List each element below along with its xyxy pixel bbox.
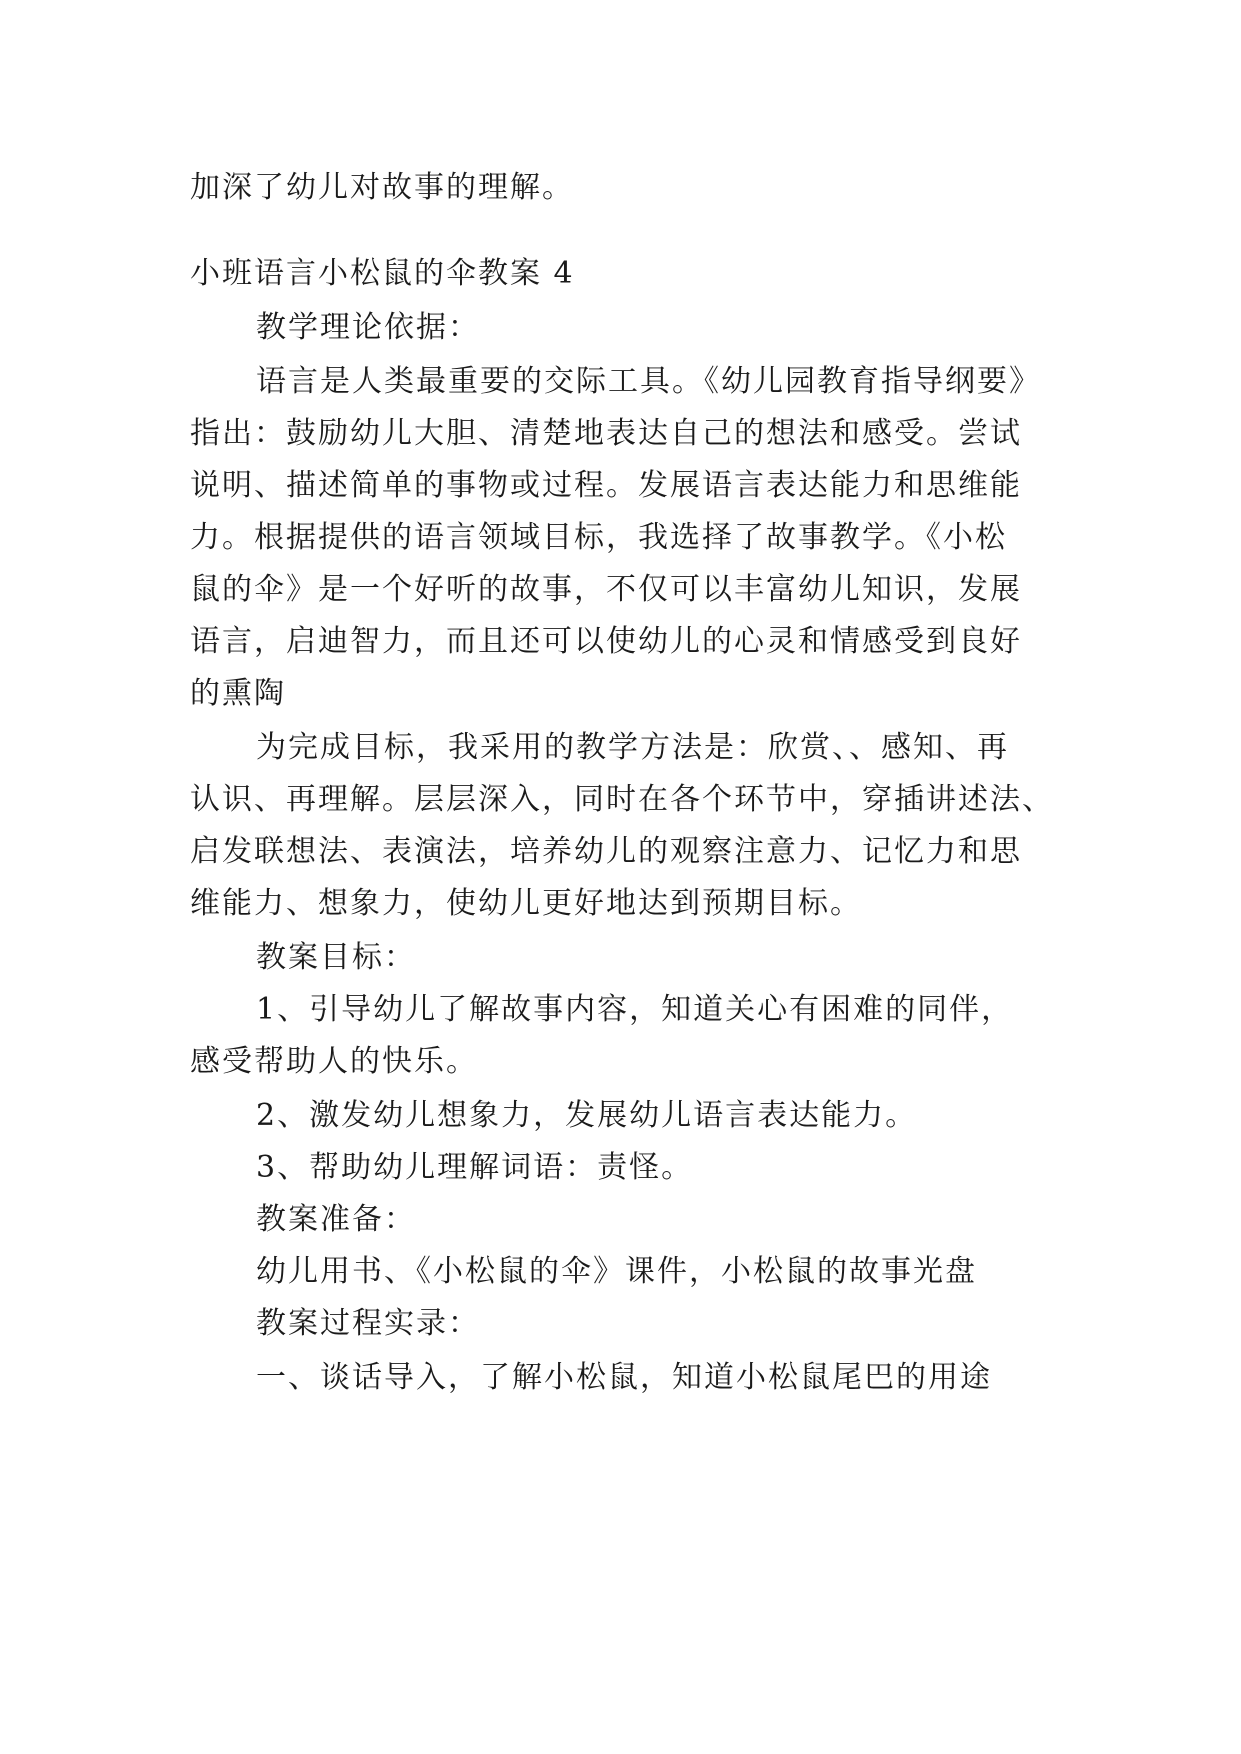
paragraph-line: 说明、描述简单的事物或过程。发展语言表达能力和思维能 xyxy=(190,468,1022,503)
paragraph-line: 语言，启迪智力，而且还可以使幼儿的心灵和情感受到良好 xyxy=(190,624,1022,659)
paragraph-line: 启发联想法、表演法，培养幼儿的观察注意力、记忆力和思 xyxy=(190,834,1022,869)
paragraph-line: 为完成目标，我采用的教学方法是：欣赏、、感知、再 xyxy=(256,730,1009,765)
subheading: 教案目标： xyxy=(256,940,416,975)
paragraph-line: 指出：鼓励幼儿大胆、清楚地表达自己的想法和感受。尝试 xyxy=(190,416,1022,451)
paragraph-line: 一、谈话导入，了解小松鼠，知道小松鼠尾巴的用途 xyxy=(256,1360,992,1395)
paragraph-line: 认识、再理解。层层深入，同时在各个环节中，穿插讲述法、 xyxy=(190,782,1054,817)
paragraph-line: 鼠的伞》是一个好听的故事，不仅可以丰富幼儿知识，发展 xyxy=(190,572,1022,607)
subheading: 教案过程实录： xyxy=(256,1306,480,1341)
section-heading: 小班语言小松鼠的伞教案 4 xyxy=(190,256,575,291)
subheading: 教案准备： xyxy=(256,1202,416,1237)
list-item: 2、激发幼儿想象力，发展幼儿语言表达能力。 xyxy=(256,1098,918,1133)
paragraph-line: 维能力、想象力，使幼儿更好地达到预期目标。 xyxy=(190,886,862,921)
paragraph-line: 的熏陶 xyxy=(190,676,286,711)
subheading: 教学理论依据： xyxy=(256,310,480,345)
text-line: 加深了幼儿对故事的理解。 xyxy=(190,170,574,205)
paragraph-line: 幼儿用书、《小松鼠的伞》课件，小松鼠的故事光盘 xyxy=(256,1254,977,1289)
paragraph-line: 力。根据提供的语言领域目标，我选择了故事教学。《小松 xyxy=(190,520,1007,555)
list-item-continuation: 感受帮助人的快乐。 xyxy=(190,1044,478,1079)
list-item: 3、帮助幼儿理解词语：责怪。 xyxy=(256,1150,694,1185)
paragraph-line: 语言是人类最重要的交际工具。《幼儿园教育指导纲要》 xyxy=(256,364,1041,399)
list-item: 1、引导幼儿了解故事内容，知道关心有困难的同伴， xyxy=(256,992,1014,1027)
